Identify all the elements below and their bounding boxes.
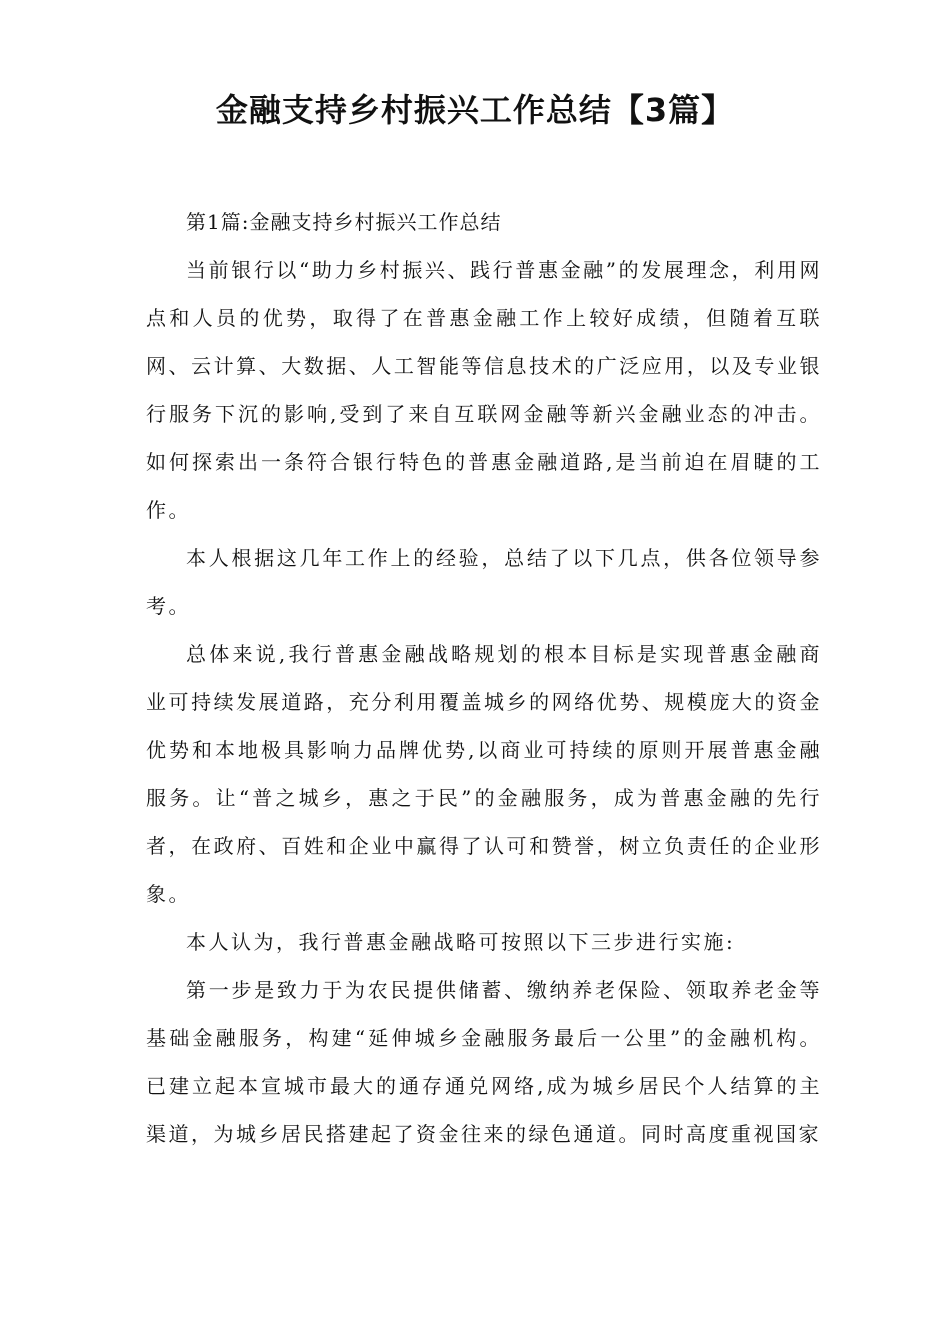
body-paragraph: 本人认为，我行普惠金融战略可按照以下三步进行实施: <box>186 930 736 954</box>
body-paragraph: 本人根据这几年工作上的经验，总结了以下几点，供各位领导参考。 <box>146 546 822 618</box>
document-title: 金融支持乡村振兴工作总结【3篇】 <box>215 91 735 129</box>
body-paragraph: 当前银行以“助力乡村振兴、践行普惠金融”的发展理念，利用网点和人员的优势，取得了在普惠金融工作上较好成绩，但随着互联网、云计算、大数据、人工智能等信息技术的广泛应用，以及专业银行服务下沉的影响,受到了来自互联网金融等新兴金融业态的冲击。如何探索出一条符合银行特色的普惠金融道路,是当前迫在眉睫的工作。 <box>146 258 822 522</box>
document-body <box>146 198 822 1158</box>
body-paragraph: 总体来说,我行普惠金融战略规划的根本目标是实现普惠金融商业可持续发展道路，充分利用覆盖城乡的网络优势、规模庞大的资金优势和本地极具影响力品牌优势,以商业可持续的原则开展普惠金融服务。让“普之城乡，惠之于民”的金融服务，成为普惠金融的先行者，在政府、百姓和企业中赢得了认可和赞誉，树立负责任的企业形象。 <box>146 642 822 906</box>
section-heading: 第1篇:金融支持乡村振兴工作总结 <box>186 210 502 234</box>
body-paragraph: 第一步是致力于为农民提供储蓄、缴纳养老保险、领取养老金等基础金融服务，构建“延伸城乡金融服务最后一公里”的金融机构。已建立起本宣城市最大的通存通兑网络,成为城乡居民个人结算的主渠道，为城乡居民搭建起了资金往来的绿色通道。同时高度重视国家 <box>146 978 822 1146</box>
